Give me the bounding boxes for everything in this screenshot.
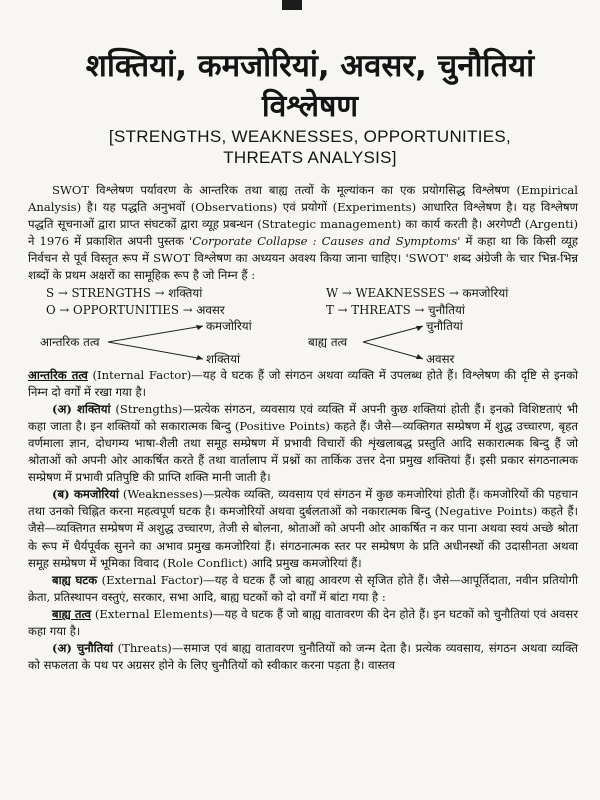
chapter-title-english [60, 126, 560, 168]
internal-factor-heading: आन्तरिक तत्व [28, 367, 88, 382]
english-title-line2: THREATS ANALYSIS] [223, 148, 397, 167]
arrow-internal-top [108, 326, 203, 342]
threats-heading: (अ) चुनौतियां [52, 641, 113, 656]
page-top-mark [282, 0, 302, 10]
weaknesses-heading: (ब) कमजोरियां [52, 487, 119, 502]
chapter-title-hindi-line2: विश्लेषण [261, 89, 359, 124]
mapping-threats: T → THREATS → चुनौतियां [326, 302, 465, 317]
arrow-internal-bottom [108, 342, 203, 359]
internal-top-label: कमजोरियां [206, 318, 252, 333]
intro-text-a: SWOT विश्लेषण पर्यावरण के आन्तरिक तथा बाह्य तत्वों के मूल्यांकन का एक प्रयोगसिद्ध विश्लेषण (Empirical Analysis) है। यह पद्धति अनुभवों (Observations) एवं प्रयोगों (Experiments) आधारित विश्लेषण है। यह विश्लेषण पद्धति सूचनाओं द्वारा प्राप्त संघटकों द्वारा व्यूह प्रबन्धन (Strategic management) का कार्य करती है। अरगेण्टी (Argenti) ने 1976 में प्रकाशित अपनी पुस्तक ' [28, 183, 578, 249]
external-elements-heading: बाह्य तत्व [52, 606, 92, 621]
internal-factor-paragraph [28, 367, 578, 401]
arrow-external-top [363, 326, 423, 342]
mapping-opportunities: O → OPPORTUNITIES → अवसर [46, 302, 225, 317]
threats-text: (Threats)—समाज एवं बाह्य वातावरण चुनौतियों को जन्म देता है। प्रत्येक व्यवसाय, संगठन अथवा व्यक्ति को सफलता के पथ पर अग्रसर होने के लिए चुनौतियों को स्वीकार करना पड़ता है। वास्तव [28, 641, 578, 673]
weaknesses-text: (Weaknesses)—प्रत्येक व्यक्ति, व्यवसाय एवं संगठन में कुछ कमजोरियां होती हैं। कमजोरियों की पहचान तथा उनको चिह्नित करना महत्वपूर्ण घटक है। कमजोरियों अथवा दुर्बलताओं को नकारात्मक बिन्दु (Negative Points) कहते हैं। जैसे—व्यक्तिगत सम्प्रेषण में अशुद्ध उच्चारण, तेजी से बोलना, श्रोताओं को अपनी ओर आकर्षित न कर पाना अथवा स्वयं अच्छे श्रोता के रूप में धैर्यपूर्वक सुनने का अभाव प्रमुख कमजोरियां हैं। संगठनात्मक स्तर पर सम्प्रेषण के प्रति अधीनस्थों की उदासीनता अथवा समूह सम्प्रेषण में भूमिका विवाद (Role Conflict) आदि प्रमुख कमजोरियां हैं। [28, 487, 578, 570]
external-label: बाह्य तत्व [308, 334, 348, 349]
mapping-row [46, 302, 578, 319]
strengths-heading: (अ) शक्तियां [52, 401, 111, 416]
factor-diagram [28, 319, 578, 365]
external-bottom-label: अवसर [426, 351, 455, 366]
diagram-arrows [28, 319, 578, 365]
mapping-weaknesses: W → WEAKNESSES → कमजोरियां [326, 285, 509, 300]
external-factor-heading: बाह्य घटक [52, 572, 98, 587]
document-body [28, 182, 578, 674]
external-top-label: चुनौतियां [426, 318, 463, 333]
strengths-text: (Strengths)—प्रत्येक संगठन, व्यवसाय एवं व्यक्ति में अपनी कुछ शक्तियां होती हैं। इनको विशिष्टताएं भी कहा जाता है। इन शक्तियों को सकारात्मक बिन्दु (Positive Points) कहते हैं। जैसे—व्यक्तिगत सम्प्रेषण में शुद्ध उच्चारण, बृहत वर्णमाला ज्ञान, दोधगम्य भाषा-शैली तथा समूह सम्प्रेषण में प्रभावी विचारों की शृंखलाबद्ध प्रस्तुति आदि सकारात्मक बिन्दु हैं जो श्रोताओं को अपनी ओर आकर्षित करते हैं तथा वार्तालाप में प्रश्नों का तार्किक उत्तर देना प्रमुख शक्तियां हैं। इसी प्रकार संगठनात्मक सम्प्रेषण में प्रभावी प्रतिपुष्टि की प्राप्ति शक्ति मानी जाती है। [28, 401, 578, 485]
swot-mapping [28, 285, 578, 319]
internal-label: आन्तरिक तत्व [40, 334, 100, 349]
external-elements-text: (External Elements)—यह वे घटक हैं जो बाह्य वातावरण की देन होते हैं। इन घटकों को चुनौतियां एवं अवसर कहा गया है। [28, 606, 578, 638]
arrowhead-external-bottom [416, 354, 423, 359]
external-elements-paragraph [28, 606, 578, 640]
threats-paragraph [28, 640, 578, 674]
internal-bottom-label: शक्तियां [206, 351, 241, 366]
external-factor-text: (External Factor)—यह वे घटक हैं जो बाह्य आवरण से सृजित होते हैं। जैसे—आपूर्तिदाता, नवीन प्रतियोगी क्रेता, प्रतिस्थापन वस्तुएं, सरकार, सभा आदि, बाह्य घटकों को दो वर्गों में बांटा गया है : [28, 572, 578, 604]
english-title-line1: [STRENGTHS, WEAKNESSES, OPPORTUNITIES, [108, 127, 512, 146]
internal-factor-text: (Internal Factor)—यह वे घटक हैं जो संगठन अथवा व्यक्ति में उपलब्ध होते हैं। विश्लेषण की दृष्टि से इनको निम्न दो वर्गों में रखा गया है। [28, 367, 578, 399]
strengths-paragraph [28, 401, 578, 486]
mapping-row [46, 285, 578, 302]
intro-paragraph [28, 182, 578, 285]
book-title: Corporate Collapse : Causes and Symptoms [192, 234, 458, 249]
chapter-title-hindi: शक्तियां, कमजोरियां, अवसर, चुनौतियां [85, 48, 535, 84]
mapping-strengths: S → STRENGTHS → शक्तियां [46, 285, 203, 300]
intro-text-b: ' में कहा था कि किसी व्यूह निर्वचन से पूर्व विस्तृत रूप में SWOT विश्लेषण का अध्ययन अवश्य किया जाना चाहिए। 'SWOT' शब्द अंग्रेजी के चार भिन्न-भिन्न शब्दों के प्रथम अक्षरों का सामूहिक रूप है जो निम्न हैं : [28, 234, 578, 283]
weaknesses-paragraph [28, 486, 578, 571]
arrow-external-bottom [363, 342, 423, 359]
external-factor-paragraph [28, 572, 578, 606]
arrowhead-external-top [416, 326, 423, 331]
